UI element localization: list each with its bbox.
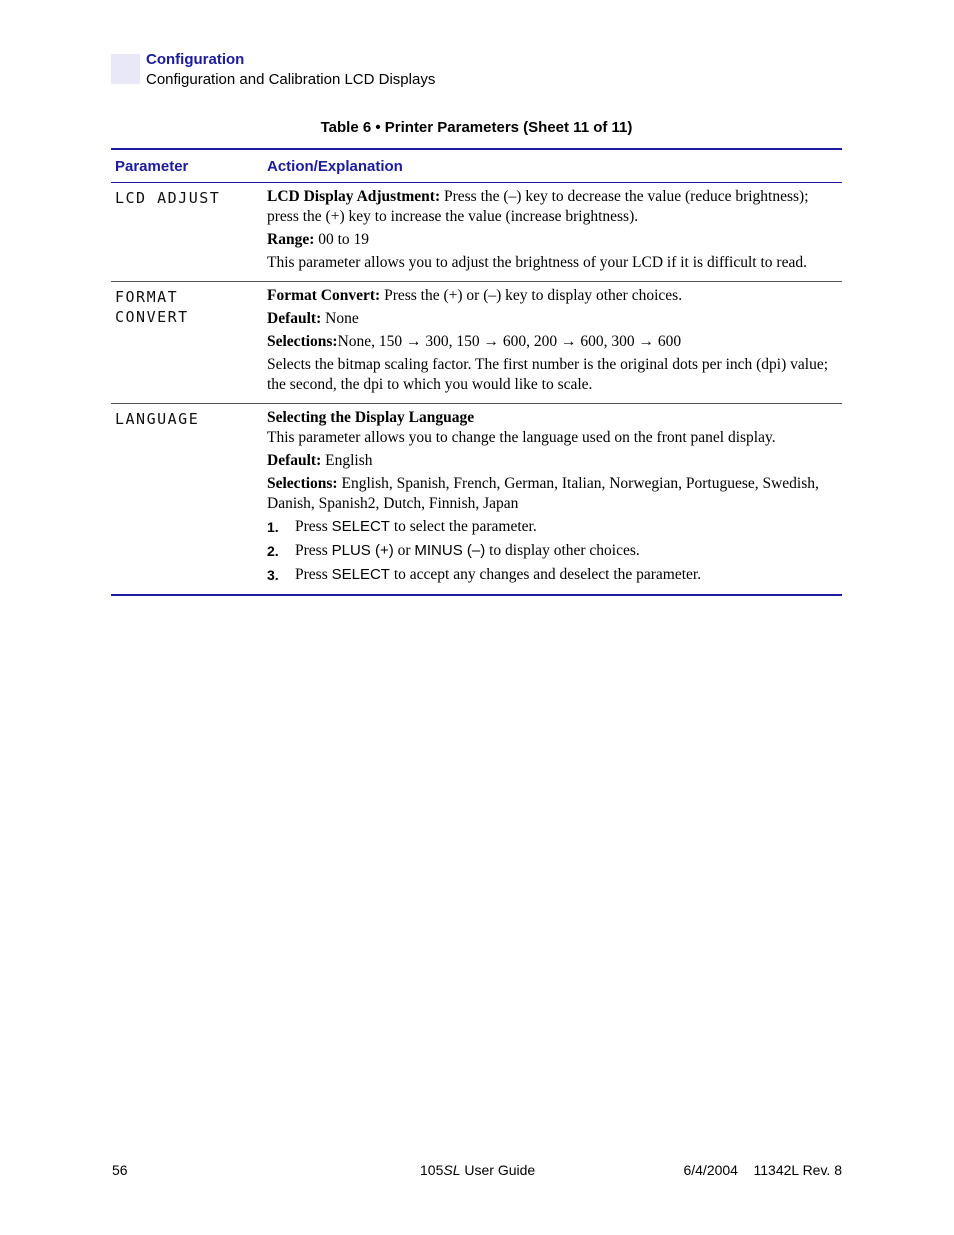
parameter-explanation: Format Convert: Press the (+) or (–) key to display other choices. Default: None Selections:None, 150 → 300, 150 → 600, 200 → 600, 300 → 600 Selects the bitmap scaling factor. The first number is the original dots per inch (dpi) value; the second, the dpi to which you would like to scale. <box>267 287 829 393</box>
table-row <box>111 404 842 594</box>
lcd-parameter-name: FORMAT CONVERT <box>115 288 189 326</box>
parameters-table <box>111 148 842 596</box>
parameter-explanation: Selecting the Display Language This parameter allows you to change the language used on the front panel display. Default: English Selections: English, Spanish, French, German, Italian, Norwegian, Portuguese, Swedish, Danish, Spanish2, Dutch, Finnish, Japan 1. Press SELECT to select the parameter. 2. Press PLUS (+) or MINUS (–) to display other choices. 3. Press SELECT to accept any changes and deselect the parameter. <box>263 404 842 594</box>
list-item: 3. Press SELECT to accept any changes and deselect the parameter. <box>267 566 702 583</box>
subsection-title: Configuration and Calibration LCD Displays <box>146 71 436 88</box>
list-item: 1. Press SELECT to select the parameter. <box>267 518 537 535</box>
section-title: Configuration <box>146 51 245 68</box>
table-title: Table 6 • Printer Parameters (Sheet 11 of 11) <box>320 119 633 136</box>
lcd-parameter-name: LCD ADJUST <box>115 189 221 207</box>
column-header-parameter: Parameter <box>115 158 189 175</box>
column-header-action: Action/Explanation <box>267 158 403 175</box>
procedure-steps <box>267 517 842 585</box>
parameter-explanation: LCD Display Adjustment: Press the (–) key to decrease the value (reduce brightness); press the (+) key to increase the value (increase brightness). Range: 00 to 19 This parameter allows you to adjust the brightness of your LCD if it is difficult to read. <box>267 188 809 271</box>
lcd-parameter-name: LANGUAGE <box>115 410 200 428</box>
table-row <box>111 282 842 404</box>
table-header-row <box>111 150 842 183</box>
date-revision: 6/4/2004 11342L Rev. 8 <box>683 1162 842 1178</box>
section-tab-marker <box>111 54 140 84</box>
page-number: 56 <box>112 1162 128 1178</box>
list-item: 2. Press PLUS (+) or MINUS (–) to display other choices. <box>267 542 640 559</box>
table-row <box>111 183 842 282</box>
guide-title: 105SL User Guide <box>420 1162 536 1178</box>
